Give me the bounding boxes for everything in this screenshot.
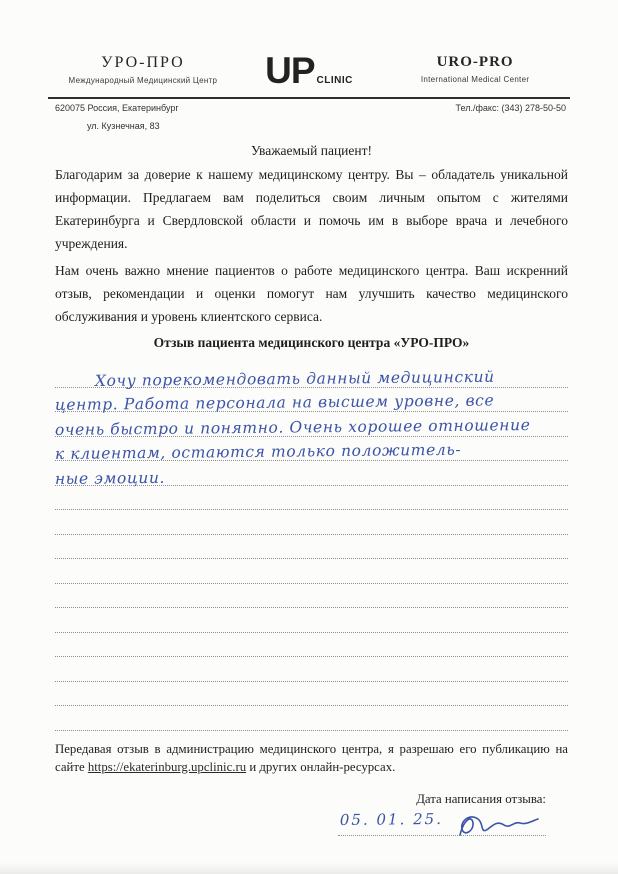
- clinic-site-link[interactable]: https://ekaterinburg.upclinic.ru: [87, 759, 247, 774]
- up-clinic-logo: [238, 50, 380, 92]
- org-subtitle-ru: Международный Медицинский Центр: [68, 76, 218, 85]
- ruled-line-empty: [55, 486, 568, 511]
- date-label: Дата написания отзыва:: [416, 791, 546, 806]
- review-writing-area: [55, 363, 568, 731]
- handwritten-date: 05. 01. 25.: [339, 809, 444, 829]
- ruled-line-empty: [55, 584, 568, 609]
- address-line-2: ул. Кузнечная, 83: [87, 121, 160, 131]
- handwritten-review-line: ные эмоции.: [54, 468, 166, 488]
- org-name-en: URO-PRO: [436, 54, 514, 70]
- contact-row: [0, 99, 618, 131]
- ruled-line-empty: [55, 510, 568, 535]
- handwritten-review-line: к клиентам, остаются только положитель-: [54, 440, 462, 463]
- handwritten-review-line: Хочу порекомендовать данный медицинский: [94, 367, 495, 390]
- ruled-line-empty: [55, 608, 568, 633]
- letterhead-right: [380, 54, 570, 84]
- ruled-line: [55, 461, 568, 486]
- ruled-line: [55, 363, 568, 388]
- ruled-line-empty: [55, 706, 568, 731]
- logo-clinic-text: CLINIC: [316, 75, 353, 86]
- address-line-1: 620075 Россия, Екатеринбург: [55, 103, 179, 113]
- org-subtitle-en: International Medical Center: [420, 75, 530, 84]
- ruled-line-empty: [55, 633, 568, 658]
- ruled-line: [55, 412, 568, 437]
- address-block: [55, 103, 179, 131]
- ruled-line: [55, 437, 568, 462]
- consent-text-before: Передавая отзыв в администрацию медицинского центра, я разрешаю его публикацию на сайте: [55, 741, 568, 774]
- intro-paragraph: Благодарим за доверие к нашему медицинскому центру. Вы – обладатель уникальной информации. Предлагаем вам поделиться своим личным опытом с жителями Екатеринбурга и Свердловской области и помочь им в выборе врача и лечебного учреждения.: [55, 167, 568, 251]
- ruled-line: [55, 388, 568, 413]
- logo-up-text: UP: [265, 50, 315, 91]
- review-heading: Отзыв пациента медицинского центра «УРО-ПРО»: [153, 335, 470, 350]
- importance-paragraph: Нам очень важно мнение пациентов о работе медицинского центра. Ваш искренний отзыв, рекомендации и оценки помогут нам улучшить качество медицинского обслуживания и уровень клиентского сервиса.: [55, 263, 568, 324]
- handwritten-review-line: очень быстро и понятно. Очень хорошее отношение: [54, 415, 531, 439]
- consent-text-after: и других онлайн-ресурсах.: [246, 759, 396, 774]
- letterhead: [0, 0, 618, 92]
- org-name-ru: УРО-ПРО: [101, 54, 185, 71]
- ruled-line-empty: [55, 559, 568, 584]
- salutation: Уважаемый пациент!: [250, 143, 373, 158]
- phone-fax: Тел./факс: (343) 278-50-50: [455, 103, 566, 113]
- consent-paragraph: [55, 740, 568, 776]
- handwritten-review-line: центр. Работа персонала на высшем уровне, все: [54, 391, 495, 414]
- ruled-line-empty: [55, 657, 568, 682]
- letterhead-left: [48, 54, 238, 85]
- ruled-line-empty: [55, 682, 568, 707]
- date-block: [55, 792, 568, 841]
- signature: [454, 811, 540, 841]
- ruled-line-empty: [55, 535, 568, 560]
- letter-body: [0, 143, 618, 841]
- date-ruled-line: [338, 811, 546, 836]
